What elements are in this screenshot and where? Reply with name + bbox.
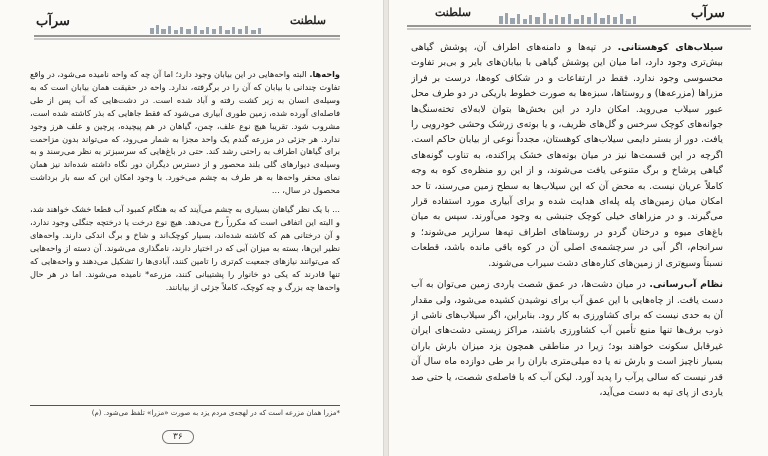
left-body-text bbox=[30, 68, 340, 378]
paragraph bbox=[411, 277, 723, 400]
paragraph bbox=[30, 203, 340, 293]
paragraph-heading: واحه‌ها. bbox=[309, 69, 340, 79]
page-header bbox=[389, 0, 768, 30]
header-title: سرآب bbox=[36, 14, 70, 29]
paragraph-text: البته واحه‌هایی در این بیابان وجود دارد؛ اما آن چه که واحه نامیده می‌شود، در واقع تفاوت چندانی با بیابان که آن را در برگرفته، ندارد. واحه در حقیقت همان بیابان است که به وسیله‌ی انسان به زیر کشت رفته و آباد شده است. در دشت‌هایی که آب پس از طی فاصله‌ای آورده شده، زمین طوری آبیاری می‌شود که فقط جاهایی که بذر کاشته شده است، مشروب شود. تقریبا هیچ نوع علف، چمن، گیاهان در هم پیچیده، پرچین و علف هرز وجود ندارد. هر جزئی در مزرعه گندم یک واحد مجزا به شمار می‌رود، که می‌تواند بدون مزاحمت برای گیاهان اطراف به راحتی رشد کند. حتی در باغ‌هایی که سرسبزتر به نظر می‌رسند و به وسیله‌ی دیوارهای گلی بلند محصور و از دسترس دیگران دور نگاه داشته شده‌اند نیز همان نمای محقر واحه‌ها به هر طرف به چشم می‌خورد. با وجود امکان این که سه بار برداشت محصول در سال، ... bbox=[30, 69, 340, 196]
header-subtitle: سلطنت bbox=[435, 6, 472, 19]
right-page bbox=[388, 0, 768, 456]
paragraph bbox=[30, 68, 340, 197]
paragraph-text: ... با یک نظر گیاهان بسیاری به چشم می‌آیند که به هنگام کمبود آب قطعا خشک خواهند شد، و البته این اتفاقی است که مکرراً رخ می‌دهد. هیچ نوع درخت یا درختچه جنگلی وجود ندارد، و آن درختانی هم که کاشته شده‌اند، بسیار کوچک‌اند و شاخ و برگ اندکی دارند. واحه‌های نظیر این‌ها، بسته به میزان آبی که در اختیار دارند، نامگذاری می‌شوند. آن دسته از واحه‌هایی که می‌توانند نیازهای جمعیت کم‌تری را تامین کنند، آبادی‌ها را تشکیل می‌دهند و واحه‌هایی که تنها قادرند که یکی دو خانوار را پشتیبانی کنند، مزرعه* نامیده می‌شوند. اما در هر حال واحه‌ها چه بزرگ و چه کوچک، کاملاً جزئی از بیابانند. bbox=[30, 204, 340, 292]
paragraph-text: در میان دشت‌ها، در عمق شصت یاردی زمین می‌توان به آب دست یافت. از چاه‌هایی با این عمق آب برای نوشیدن کشیده می‌شود، ولی مقدار آن به حدی نیست که برای کشاورزی به کار رود. بنابراین، اگر سیلاب‌های ناشی از ذوب برف‌ها تنها منبع تأمین آب کشاورزی باشند، مراکز زیستی دشت‌های ایران غیرقابل سکونت خواهند بود؛ زیرا در مناطقی همچون یزد میزان بارش باران بسیار ناچیز است و بارش نه یا ده میلی‌متری باران را بر طی دوازده ماه سال آن قدر نیست که سالی پرآب را پدید آورد. لیکن آب که با فاصله‌ی شصت، یا حتی صد یاردی از پای تپه به دست می‌آید، bbox=[411, 279, 723, 398]
header-subtitle: سلطنت bbox=[290, 14, 327, 27]
page-header bbox=[0, 0, 383, 30]
footnote: *مزرا همان مزرعه است که در لهجه‌ی مردم یزد به صورت «مزرا» تلفظ می‌شود. (م) bbox=[30, 405, 340, 417]
paragraph-heading: سیلاب‌های کوهستانی. bbox=[617, 42, 723, 53]
paragraph-heading: نظام آب‌رسانی. bbox=[649, 279, 723, 291]
paragraph-text: در تپه‌ها و دامنه‌های اطراف آن، پوشش گیاهی بیش‌تری وجود دارد، اما میان این پوشش گیاهی با بیابان‌های بایر و بی‌بر تفاوت محسوسی وجود ندارد. فقط در ارتفاعات و در شکاف کوه‌ها، درست بر فراز مزراها (مزرعه‌ها) و روستاها، سبزه‌ها به صورت خطوط باریکی در دو طرف محل عبور سیلاب می‌روید. امکان دارد در این بخش‌ها بتوان لابه‌لای تخته‌سنگ‌ها جوانه‌های کوچک سرخس و گل‌های ظریف، و یا بوته‌ی زرشک وحشی خودرویی را یافت. دور از بستر دایمی سیلاب‌های کوهستان، مجدداً نوعی از بیابان حاکم است. اگرچه در این قسمت‌ها نیز در میان بوته‌های خشک پراکنده، به تناوب گونه‌های گیاهی پرشاخ و برگ متنوعی یافت می‌شوند، و از این رو منظره‌ی کوه به وجه کاملاً عریان نیست. به محض آن که این سیلاب‌ها به سطح زمین می‌رسند، تا حد امکان میان زمین‌های پله پله‌ای هدایت شده و برای آبیاری مورد استفاده قرار می‌گیرند. و در مزراهای خیلی کوچک جنبشی به وجود می‌آورند. سپس به میان باغ‌های میوه و درختان گردو در روستاهای اطراف تپه‌ها سرازیر می‌شوند؛ و سرانجام، اگر آبی در سرچشمه‌ی اصلی آن در کوه باقی مانده باشد، قطعات نسبتاً وسیع‌تری از زمین‌های کناره‌های دشت سیراب می‌شوند. bbox=[411, 42, 723, 269]
right-body-text bbox=[411, 40, 723, 456]
header-title: سرآب bbox=[691, 6, 725, 21]
paragraph bbox=[411, 40, 723, 271]
page-number: ۳۶ bbox=[162, 430, 194, 444]
